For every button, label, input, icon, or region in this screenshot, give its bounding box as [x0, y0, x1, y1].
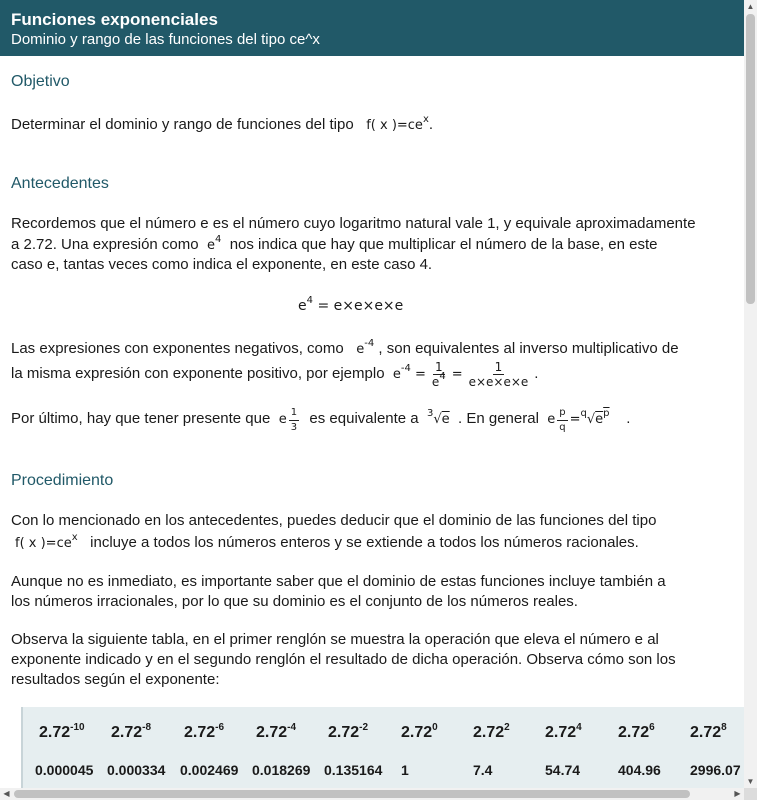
fraction-2-over-product — [467, 360, 531, 389]
root-exp-num: 1 — [289, 406, 299, 421]
fraction-1-den-base: e — [431, 375, 440, 389]
general-equals: = — [569, 412, 581, 427]
table-term-exp: -6 — [215, 722, 225, 733]
root-line-start: Por último, hay que tener presente que — [11, 410, 271, 427]
inline-e4-base: e — [206, 238, 215, 253]
negative-line1 — [11, 339, 679, 360]
table-value-1: 0.000334 — [107, 762, 166, 778]
general-base: e — [547, 412, 556, 427]
content-area — [0, 56, 744, 788]
table-term-exp: 0 — [432, 722, 438, 733]
fraction-1-numerator: 1 — [434, 360, 443, 374]
table-value-8: 404.96 — [618, 762, 661, 778]
equals-2: = — [451, 367, 463, 382]
table-term-base: 2.72 — [690, 724, 722, 741]
table-term-base: 2.72 — [401, 724, 433, 741]
fraction-1-over-e4 — [430, 360, 448, 389]
scroll-down-icon[interactable]: ▼ — [746, 777, 755, 786]
table-value-0: 0.000045 — [35, 762, 94, 778]
general-end: . — [626, 410, 631, 427]
radical-sign-icon: √ — [433, 412, 442, 427]
table-term-8 — [618, 724, 655, 742]
fraction-2-denominator: e×e×e×e — [468, 375, 529, 389]
antecedentes-line2-start: a 2.72. Una expresión como — [11, 236, 199, 253]
general-radicand-exp: p — [603, 408, 610, 419]
equation-e4-rhs: = e×e×e×e — [317, 298, 404, 314]
root-line — [11, 406, 630, 435]
table-value-3: 0.018269 — [252, 762, 311, 778]
table-term-exp: 4 — [576, 722, 582, 733]
general-root-radicand — [595, 408, 610, 427]
cube-root-e — [427, 408, 450, 427]
root-e-exponent-fraction — [289, 406, 299, 435]
negative-example-base: e — [392, 367, 401, 382]
table-value-5: 1 — [401, 762, 409, 778]
table-term-base: 2.72 — [618, 724, 650, 741]
negative-example-exp: -4 — [400, 363, 411, 374]
procedimiento-formula-base: f( x )=ce — [15, 536, 72, 551]
negative-example — [392, 360, 534, 389]
procedimiento-formula — [15, 532, 78, 551]
equation-e4-base: e — [298, 298, 307, 314]
page-subtitle: Dominio y rango de las funciones del tipo ce^x — [11, 31, 320, 48]
table-term-base: 2.72 — [111, 724, 143, 741]
table-term-5 — [401, 724, 438, 742]
table-term-7 — [545, 724, 582, 742]
procedimiento-formula-exp: x — [71, 532, 78, 543]
procedimiento-p3-line1: Observa la siguiente tabla, en el primer renglón se muestra la operación que eleva el número e al — [11, 631, 659, 648]
general-exp-den: q — [559, 422, 566, 433]
objetivo-text-body: Determinar el dominio y rango de funciones del tipo — [11, 116, 354, 133]
general-root-index: q — [580, 408, 587, 419]
negative-inline-exp: -4 — [364, 338, 375, 349]
objetivo-formula-exp: x — [422, 114, 429, 125]
table-value-9: 2996.07 — [690, 762, 741, 778]
procedimiento-p3-line2: exponente indicado y en el segundo renglón el resultado de dicha operación. Observa cómo son los — [11, 651, 676, 668]
equation-e4 — [298, 295, 404, 314]
fraction-1-den-exp: 4 — [439, 371, 446, 382]
table-term-2 — [184, 724, 224, 742]
table-term-exp: -10 — [70, 722, 85, 733]
negative-line1-end: , son equivalentes al inverso multiplicativo de — [378, 340, 679, 357]
procedimiento-p1-line1: Con lo mencionado en los antecedentes, puedes deducir que el dominio de las funciones del tipo — [11, 512, 657, 529]
procedimiento-p3-line3: resultados según el exponente: — [11, 671, 220, 688]
root-e-one-third — [278, 407, 301, 433]
antecedentes-line3: caso e, tantas veces como indica el exponente, en este caso 4. — [11, 256, 433, 273]
table-term-exp: 2 — [504, 722, 510, 733]
heading-procedimiento: Procedimiento — [11, 472, 114, 489]
negative-line1-start: Las expresiones con exponentes negativos, como — [11, 340, 344, 357]
root-exp-den: 3 — [290, 422, 298, 433]
heading-antecedentes: Antecedentes — [11, 175, 109, 192]
table-term-4 — [328, 724, 368, 742]
procedimiento-p2-line2: los números irracionales, por lo que su dominio es el conjunto de los números reales. — [11, 593, 578, 610]
equals-1: = — [415, 367, 426, 382]
horizontal-scroll-thumb[interactable] — [14, 790, 690, 798]
table-term-6 — [473, 724, 510, 742]
equation-e4-exp: 4 — [306, 295, 313, 306]
scrollbar-corner — [744, 788, 757, 800]
objetivo-formula — [366, 114, 429, 133]
table-term-0 — [39, 724, 85, 742]
general-exponent-fraction — [557, 406, 567, 435]
radical-sign-icon: √ — [586, 412, 596, 427]
heading-objetivo: Objetivo — [11, 73, 70, 90]
table-term-exp: 8 — [721, 722, 727, 733]
table-value-4: 0.135164 — [324, 762, 383, 778]
negative-line2 — [11, 360, 538, 389]
table-term-exp: -4 — [287, 722, 297, 733]
negative-line2-start: la misma expresión con exponente positivo, por ejemplo — [11, 365, 385, 382]
procedimiento-p1-line2 — [15, 533, 639, 554]
table-value-6: 7.4 — [473, 762, 493, 778]
table-term-base: 2.72 — [184, 724, 216, 741]
table-term-1 — [111, 724, 151, 742]
table-value-7: 54.74 — [545, 762, 581, 778]
table-term-base: 2.72 — [473, 724, 505, 741]
antecedentes-inline-e4 — [206, 234, 222, 253]
vertical-scrollbar[interactable] — [744, 0, 757, 788]
fraction-1-denominator — [430, 371, 448, 389]
general-radicand-base: e — [595, 412, 604, 427]
table-term-exp: -2 — [359, 722, 369, 733]
exponent-table — [21, 707, 744, 788]
cube-root-radicand: e — [441, 412, 450, 427]
fraction-2-numerator: 1 — [494, 360, 503, 374]
table-term-exp: -8 — [142, 722, 152, 733]
procedimiento-p1-line2-text: incluye a todos los números enteros y se extiende a todos los números racionales. — [90, 534, 639, 551]
table-term-base: 2.72 — [545, 724, 577, 741]
antecedentes-line1: Recordemos que el número e es el número cuyo logaritmo natural vale 1, y equivale aproximadamente — [11, 215, 696, 232]
root-e-base: e — [278, 412, 287, 427]
cube-root-index: 3 — [427, 408, 434, 419]
scroll-left-icon[interactable]: ◀ — [3, 789, 10, 798]
objetivo-end: . — [428, 116, 434, 133]
general-exp-num: p — [557, 406, 567, 421]
vertical-scroll-thumb[interactable] — [746, 14, 755, 304]
table-term-base: 2.72 — [328, 724, 360, 741]
objetivo-text — [11, 115, 433, 136]
page-title: Funciones exponenciales — [11, 10, 218, 29]
procedimiento-p2-line1: Aunque no es inmediato, es importante saber que el dominio de estas funciones incluye también a — [11, 573, 666, 590]
objetivo-formula-base: f( x )=ce — [366, 118, 423, 133]
general-root-formula — [547, 407, 610, 433]
root-line-general: . En general — [458, 410, 539, 427]
antecedentes-line2-end: nos indica que hay que multiplicar el número de la base, en este — [229, 236, 658, 253]
negative-inline — [356, 338, 375, 357]
scroll-right-icon[interactable]: ▶ — [734, 789, 741, 798]
negative-inline-base: e — [356, 342, 365, 357]
root-line-middle: es equivalente a — [309, 410, 419, 427]
negative-end: . — [534, 365, 539, 382]
page-header — [0, 0, 744, 56]
scroll-up-icon[interactable]: ▲ — [746, 2, 755, 11]
table-term-exp: 6 — [649, 722, 655, 733]
antecedentes-line2 — [11, 235, 657, 256]
horizontal-scrollbar[interactable] — [0, 788, 744, 800]
table-term-3 — [256, 724, 296, 742]
table-term-base: 2.72 — [39, 724, 71, 741]
table-term-9 — [690, 724, 727, 742]
inline-e4-exp: 4 — [214, 234, 222, 245]
table-term-base: 2.72 — [256, 724, 288, 741]
table-value-2: 0.002469 — [180, 762, 239, 778]
